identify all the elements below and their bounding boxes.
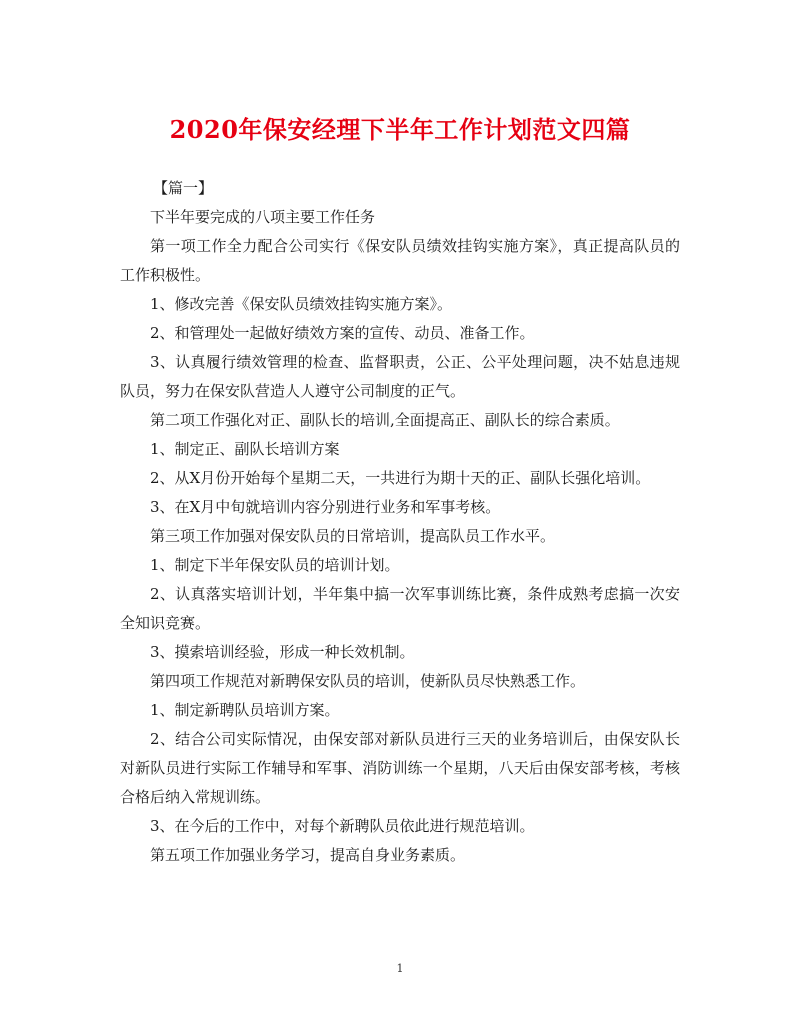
paragraph: 2、和管理处一起做好绩效方案的宣传、动员、准备工作。 [150, 324, 535, 342]
paragraph: 1、制定新聘队员培训方案。 [150, 701, 340, 719]
paragraph: 2、从X月份开始每个星期二天，一共进行为期十天的正、副队长强化培训。 [150, 469, 651, 487]
document-body [120, 174, 680, 870]
paragraph: 第三项工作加强对保安队员的日常培训，提高队员工作水平。 [150, 527, 556, 545]
paragraph: 第五项工作加强业务学习，提高自身业务素质。 [150, 846, 466, 864]
paragraph: 3、在今后的工作中，对每个新聘队员依此进行规范培训。 [150, 817, 535, 835]
paragraph: 1、制定正、副队长培训方案 [150, 440, 340, 458]
page-number: 1 [396, 962, 404, 975]
paragraph: 3、摸索培训经验，形成一种长效机制。 [150, 643, 415, 661]
document-title: 2020年保安经理下半年工作计划范文四篇 [169, 115, 631, 144]
paragraph: 3、认真履行绩效管理的检查、监督职责，公正、公平处理问题，决不姑息违规队员，努力在保安队营造人人遵守公司制度的正气。 [120, 353, 680, 400]
paragraph: 2、结合公司实际情况，由保安部对新队员进行三天的业务培训后，由保安队长对新队员进行实际工作辅导和军事、消防训练一个星期，八天后由保安部考核，考核合格后纳入常规训练。 [120, 730, 680, 806]
paragraph: 下半年要完成的八项主要工作任务 [150, 208, 376, 226]
section-heading: 【篇一】 [153, 179, 214, 197]
paragraph: 第二项工作强化对正、副队长的培训,全面提高正、副队长的综合素质。 [150, 411, 620, 429]
paragraph: 1、修改完善《保安队员绩效挂钩实施方案》。 [150, 295, 453, 313]
paragraph: 第一项工作全力配合公司实行《保安队员绩效挂钩实施方案》，真正提高队员的工作积极性。 [120, 237, 680, 284]
paragraph: 1、制定下半年保安队员的培训计划。 [150, 556, 400, 574]
paragraph: 3、在X月中旬就培训内容分别进行业务和军事考核。 [150, 498, 501, 516]
paragraph: 第四项工作规范对新聘保安队员的培训，使新队员尽快熟悉工作。 [150, 672, 586, 690]
paragraph: 2、认真落实培训计划，半年集中搞一次军事训练比赛，条件成熟考虑搞一次安全知识竞赛。 [120, 585, 680, 632]
